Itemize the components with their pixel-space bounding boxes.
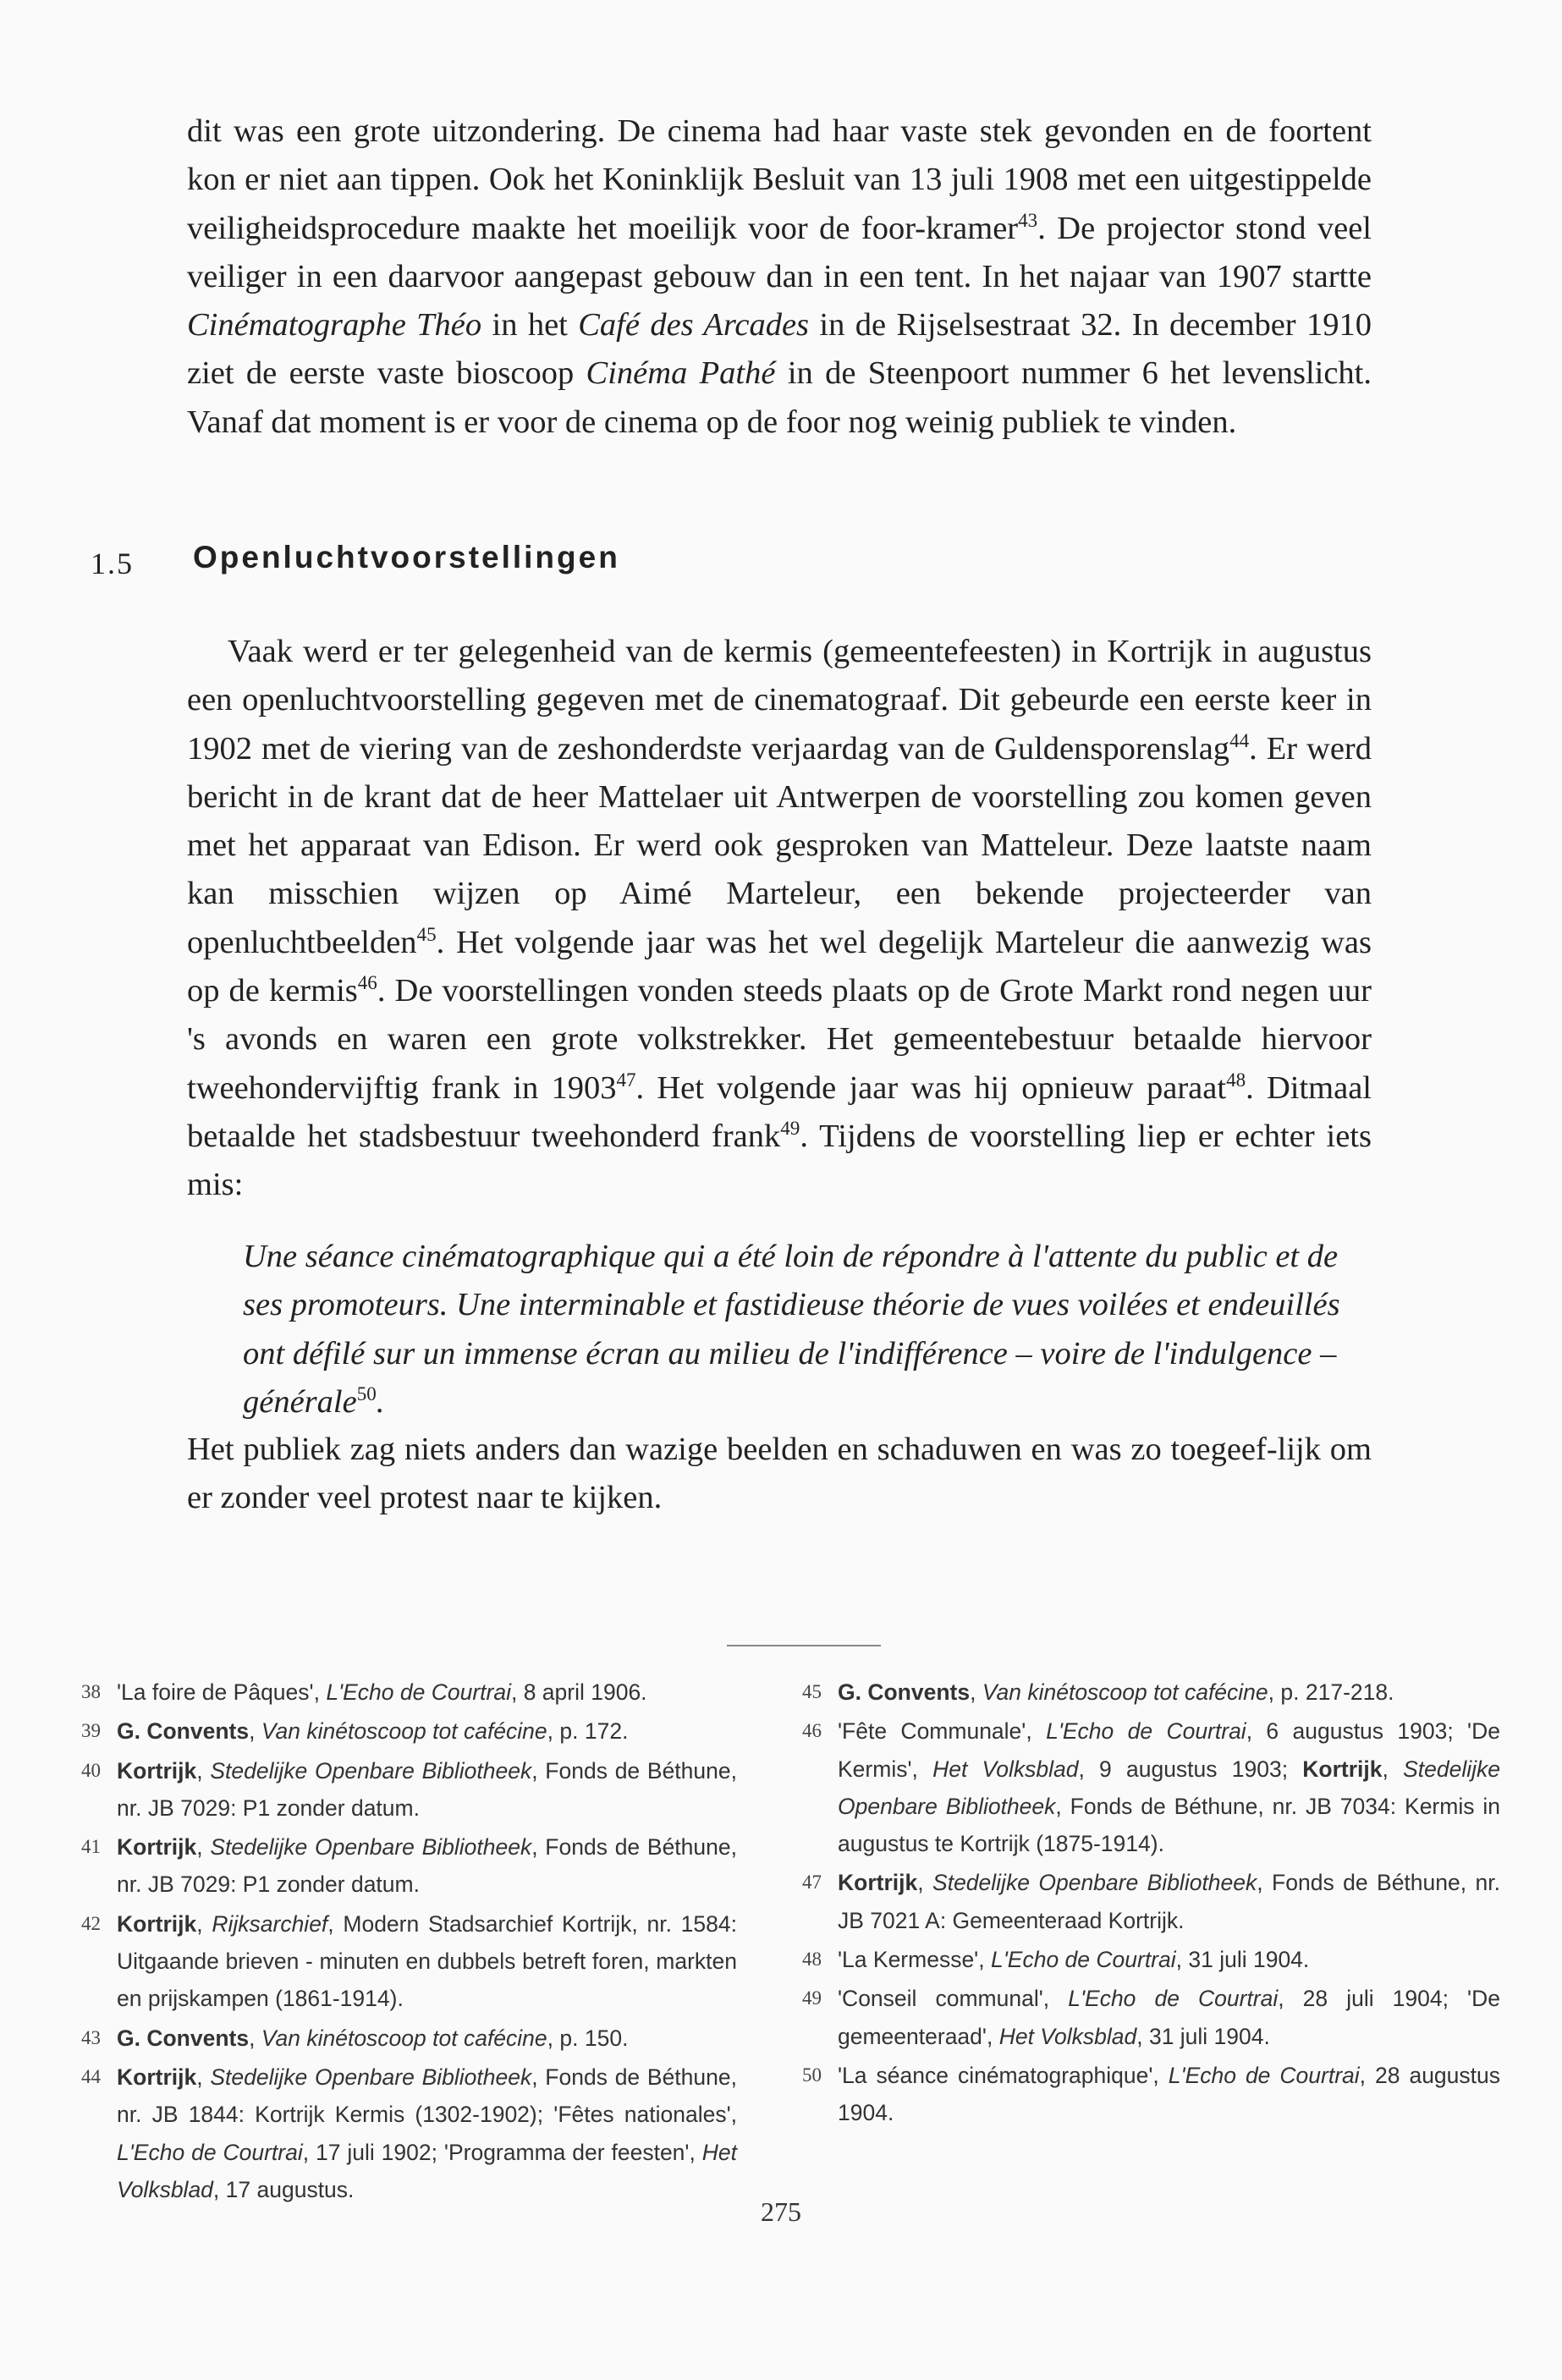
quote-end: . xyxy=(376,1383,385,1420)
footnotes-left-column xyxy=(81,1674,737,2210)
text-run: Vaak werd er ter gelegenheid van de kermis (gemeentefeesten) in Kortrijk in augustus een openluchtvoorstelling gegeven met de cinematograaf. Dit gebeurde een eerste keer in 1902 met de viering van de zeshonderdste verjaardag van de Guldensporenslag xyxy=(187,634,1372,767)
footnote-42 xyxy=(81,1905,737,2018)
footnote-number: 49 xyxy=(802,1987,822,2009)
footnote-ref-48[interactable]: 48 xyxy=(1226,1068,1246,1091)
note-italic: Stedelijke Openbare Bibliotheek xyxy=(210,1834,532,1861)
body-paragraph-1 xyxy=(187,107,1372,447)
note-bold: G. Convents xyxy=(838,1679,971,1705)
note-text: 'La foire de Pâques', xyxy=(117,1679,327,1705)
note-text: , 9 augustus 1903; xyxy=(1078,1756,1303,1782)
italic-title: Café des Arcades xyxy=(578,307,810,344)
footnote-ref-47[interactable]: 47 xyxy=(616,1068,636,1091)
note-italic: Het Volksblad xyxy=(998,2023,1137,2049)
note-text: , xyxy=(249,1718,261,1745)
footnote-number: 47 xyxy=(802,1872,822,1894)
note-italic: L'Echo de Courtrai xyxy=(1168,2062,1360,2088)
note-text: 'Fête Communale', xyxy=(838,1718,1047,1745)
footnote-ref-46[interactable]: 46 xyxy=(357,971,377,994)
note-text: 'La Kermesse', xyxy=(838,1947,991,1973)
note-text: , 28 juli 1904; 'De gemeenteraad', xyxy=(838,1986,1500,2049)
body-paragraph-2 xyxy=(187,628,1372,1210)
note-text: , p. 150. xyxy=(547,2025,629,2051)
footnote-number: 40 xyxy=(81,1759,101,1781)
footnote-ref-50[interactable]: 50 xyxy=(356,1382,377,1405)
note-text: , Fonds de Béthune, nr. JB 7029: P1 zonder datum. xyxy=(117,1834,737,1898)
note-text: , 6 augustus 1903; 'De Kermis', xyxy=(838,1718,1500,1782)
text-run: . Tijdens de voorstelling liep er echter iets mis: xyxy=(187,1118,1372,1203)
text-run: . De voorstellingen vonden steeds plaats op de Grote Markt rond negen uur 's avonds en waren een grote volkstrekker. Het gemeentebestuur betaalde hiervoor tweehondervijftig frank in 1903 xyxy=(187,973,1372,1106)
note-italic: L'Echo de Courtrai xyxy=(990,1947,1176,1973)
note-text: , 31 juli 1904. xyxy=(1136,2023,1270,2049)
note-bold: Kortrijk xyxy=(117,1834,197,1861)
note-text: , Modern Stadsarchief Kortrijk, nr. 1584: Uitgaande brieven - minuten en dubbels betreft foren, markten en prijskampen (1861-1914). xyxy=(117,1910,738,2012)
italic-title: Cinéma Pathé xyxy=(586,355,776,392)
note-text: 'La séance cinématographique', xyxy=(838,2062,1169,2088)
footnote-number: 38 xyxy=(81,1681,101,1702)
footnote-divider xyxy=(727,1645,881,1646)
footnote-number: 44 xyxy=(81,2065,101,2087)
note-text: , xyxy=(970,1679,982,1705)
footnote-38 xyxy=(81,1674,737,1711)
text-run: dit was een grote uitzondering. De cinema had haar vaste stek gevonden en de foortent kon er niet aan tippen. Ook het Koninklijk Besluit van 13 juli 1908 met een uitgestippelde veiligheidsprocedure maakte het moeilijk voor de foor-kramer xyxy=(187,113,1372,246)
note-bold: Kortrijk xyxy=(838,1870,918,1896)
note-text: , p. 172. xyxy=(547,1718,629,1745)
footnote-number: 41 xyxy=(81,1836,101,1858)
italic-title: Cinématographe Théo xyxy=(187,307,482,344)
section-number: 1.5 xyxy=(91,547,134,580)
footnote-48 xyxy=(802,1941,1500,1978)
note-bold: G. Convents xyxy=(117,1718,250,1745)
note-italic: Van kinétoscoop tot cafécine xyxy=(261,1718,547,1745)
footnote-number: 39 xyxy=(81,1720,101,1742)
note-italic: Rijksarchief xyxy=(212,1910,328,1937)
note-text: , 17 juli 1902; 'Programma der feesten', xyxy=(302,2139,702,2165)
note-italic: Stedelijke Openbare Bibliotheek xyxy=(210,2064,532,2090)
note-text: , p. 217-218. xyxy=(1268,1679,1394,1705)
text-run: in de Steenpoort nummer 6 het levenslicht. Vanaf dat moment is er voor de cinema op de foor nog weinig publiek te vinden. xyxy=(187,355,1372,440)
note-italic: Stedelijke Openbare Bibliotheek xyxy=(210,1757,532,1784)
note-bold: Kortrijk xyxy=(117,2064,197,2090)
page-number: 275 xyxy=(761,2196,801,2227)
note-bold: G. Convents xyxy=(117,2025,250,2051)
note-italic: Het Volksblad xyxy=(932,1756,1079,1782)
body-paragraph-3: Het publiek zag niets anders dan wazige beelden en schaduwen en was zo toegeef-lijk om er zonder veel protest naar te kijken. xyxy=(187,1432,1372,1516)
text-run: in het xyxy=(481,307,579,344)
note-text: , xyxy=(917,1870,933,1896)
note-italic: Van kinétoscoop tot cafécine xyxy=(261,2025,547,2051)
note-italic: Stedelijke Openbare Bibliotheek xyxy=(932,1870,1257,1896)
note-text: , xyxy=(1382,1756,1404,1782)
note-italic: L'Echo de Courtrai xyxy=(1068,1986,1279,2012)
footnote-49 xyxy=(802,1980,1500,2055)
note-text: , Fonds de Béthune, nr. JB 7034: Kermis in augustus te Kortrijk (1875-1914). xyxy=(838,1793,1501,1857)
note-italic: Het Volksblad xyxy=(117,2139,737,2202)
quote-text: Une séance cinématographique qui a été loin de répondre à l'attente du public et de ses promoteurs. Une interminable et fastidieuse théorie de vues voilées et endeuillés ont défilé sur un immense écran au milieu de l'indifférence – voire de l'indulgence – générale xyxy=(243,1239,1340,1420)
note-text: , 28 augustus 1904. xyxy=(838,2062,1501,2126)
note-text: , xyxy=(196,2064,211,2090)
footnote-ref-45[interactable]: 45 xyxy=(416,922,437,945)
footnote-number: 48 xyxy=(802,1949,822,1971)
note-text: , Fonds de Béthune, nr. JB 7021 A: Gemeenteraad Kortrijk. xyxy=(838,1870,1500,1933)
note-text: , xyxy=(196,1910,212,1937)
footnote-41 xyxy=(81,1828,737,1904)
note-text: , xyxy=(249,2025,261,2051)
note-italic: Stedelijke Openbare Bibliotheek xyxy=(838,1756,1500,1819)
footnote-ref-43[interactable]: 43 xyxy=(1018,208,1038,231)
footnote-number: 46 xyxy=(802,1720,822,1742)
note-text: , Fonds de Béthune, nr. JB 1844: Kortrijk Kermis (1302-1902); 'Fêtes nationales', xyxy=(117,2064,737,2128)
footnotes-right-column xyxy=(802,1674,1500,2134)
section-title: Openluchtvoorstellingen xyxy=(193,540,620,574)
note-italic: L'Echo de Courtrai xyxy=(1046,1718,1246,1745)
footnote-47 xyxy=(802,1864,1500,1939)
footnote-ref-49[interactable]: 49 xyxy=(780,1117,800,1140)
text-run: . Ditmaal betaalde het stadsbestuur tweehonderd frank xyxy=(187,1069,1372,1154)
note-italic: L'Echo de Courtrai xyxy=(117,2139,303,2165)
note-text: , 31 juli 1904. xyxy=(1175,1947,1310,1973)
text-run: . Er werd bericht in de krant dat de heer Mattelaer uit Antwerpen de voorstelling zou komen geven met het apparaat van Edison. Er werd ook gesproken van Matteleur. Deze laatste naam kan misschien wijzen op Aimé Marteleur, een bekende projecteerder van openluchtbeelden xyxy=(187,730,1372,960)
footnote-44 xyxy=(81,2058,737,2208)
text-run: . Het volgende jaar was het wel degelijk Marteleur die aanwezig was op de kermis xyxy=(187,924,1372,1009)
note-text: 'Conseil communal', xyxy=(838,1986,1069,2012)
note-text: , xyxy=(196,1757,211,1784)
footnote-number: 42 xyxy=(81,1912,101,1934)
note-text: , xyxy=(196,1834,211,1861)
footnote-39 xyxy=(81,1712,737,1750)
text-run: in de Rijselsestraat 32. In december 1910 ziet de eerste vaste bioscoop xyxy=(187,307,1372,392)
footnote-46 xyxy=(802,1712,1500,1862)
footnote-50 xyxy=(802,2057,1500,2132)
footnote-40 xyxy=(81,1752,737,1828)
footnote-number: 45 xyxy=(802,1681,822,1702)
footnote-45 xyxy=(802,1674,1500,1711)
note-text: , Fonds de Béthune, nr. JB 7029: P1 zonder datum. xyxy=(117,1757,737,1821)
note-italic: Van kinétoscoop tot cafécine xyxy=(982,1679,1268,1705)
footnote-ref-44[interactable]: 44 xyxy=(1229,728,1250,751)
block-quote xyxy=(243,1233,1371,1426)
text-run: . Het volgende jaar was hij opnieuw paraat xyxy=(635,1069,1227,1106)
text-run: . De projector stond veel veiliger in een daarvoor aangepast gebouw dan in een tent. In het najaar van 1907 startte xyxy=(187,210,1372,294)
note-bold: Kortrijk xyxy=(117,1910,197,1937)
footnote-number: 50 xyxy=(802,2064,822,2086)
note-text: , 8 april 1906. xyxy=(510,1679,647,1705)
footnote-43 xyxy=(81,2020,737,2057)
note-bold: Kortrijk xyxy=(1302,1756,1383,1782)
note-italic: L'Echo de Courtrai xyxy=(326,1679,511,1705)
note-bold: Kortrijk xyxy=(117,1757,197,1784)
footnote-number: 43 xyxy=(81,2026,101,2048)
note-text: , 17 augustus. xyxy=(212,2176,355,2202)
